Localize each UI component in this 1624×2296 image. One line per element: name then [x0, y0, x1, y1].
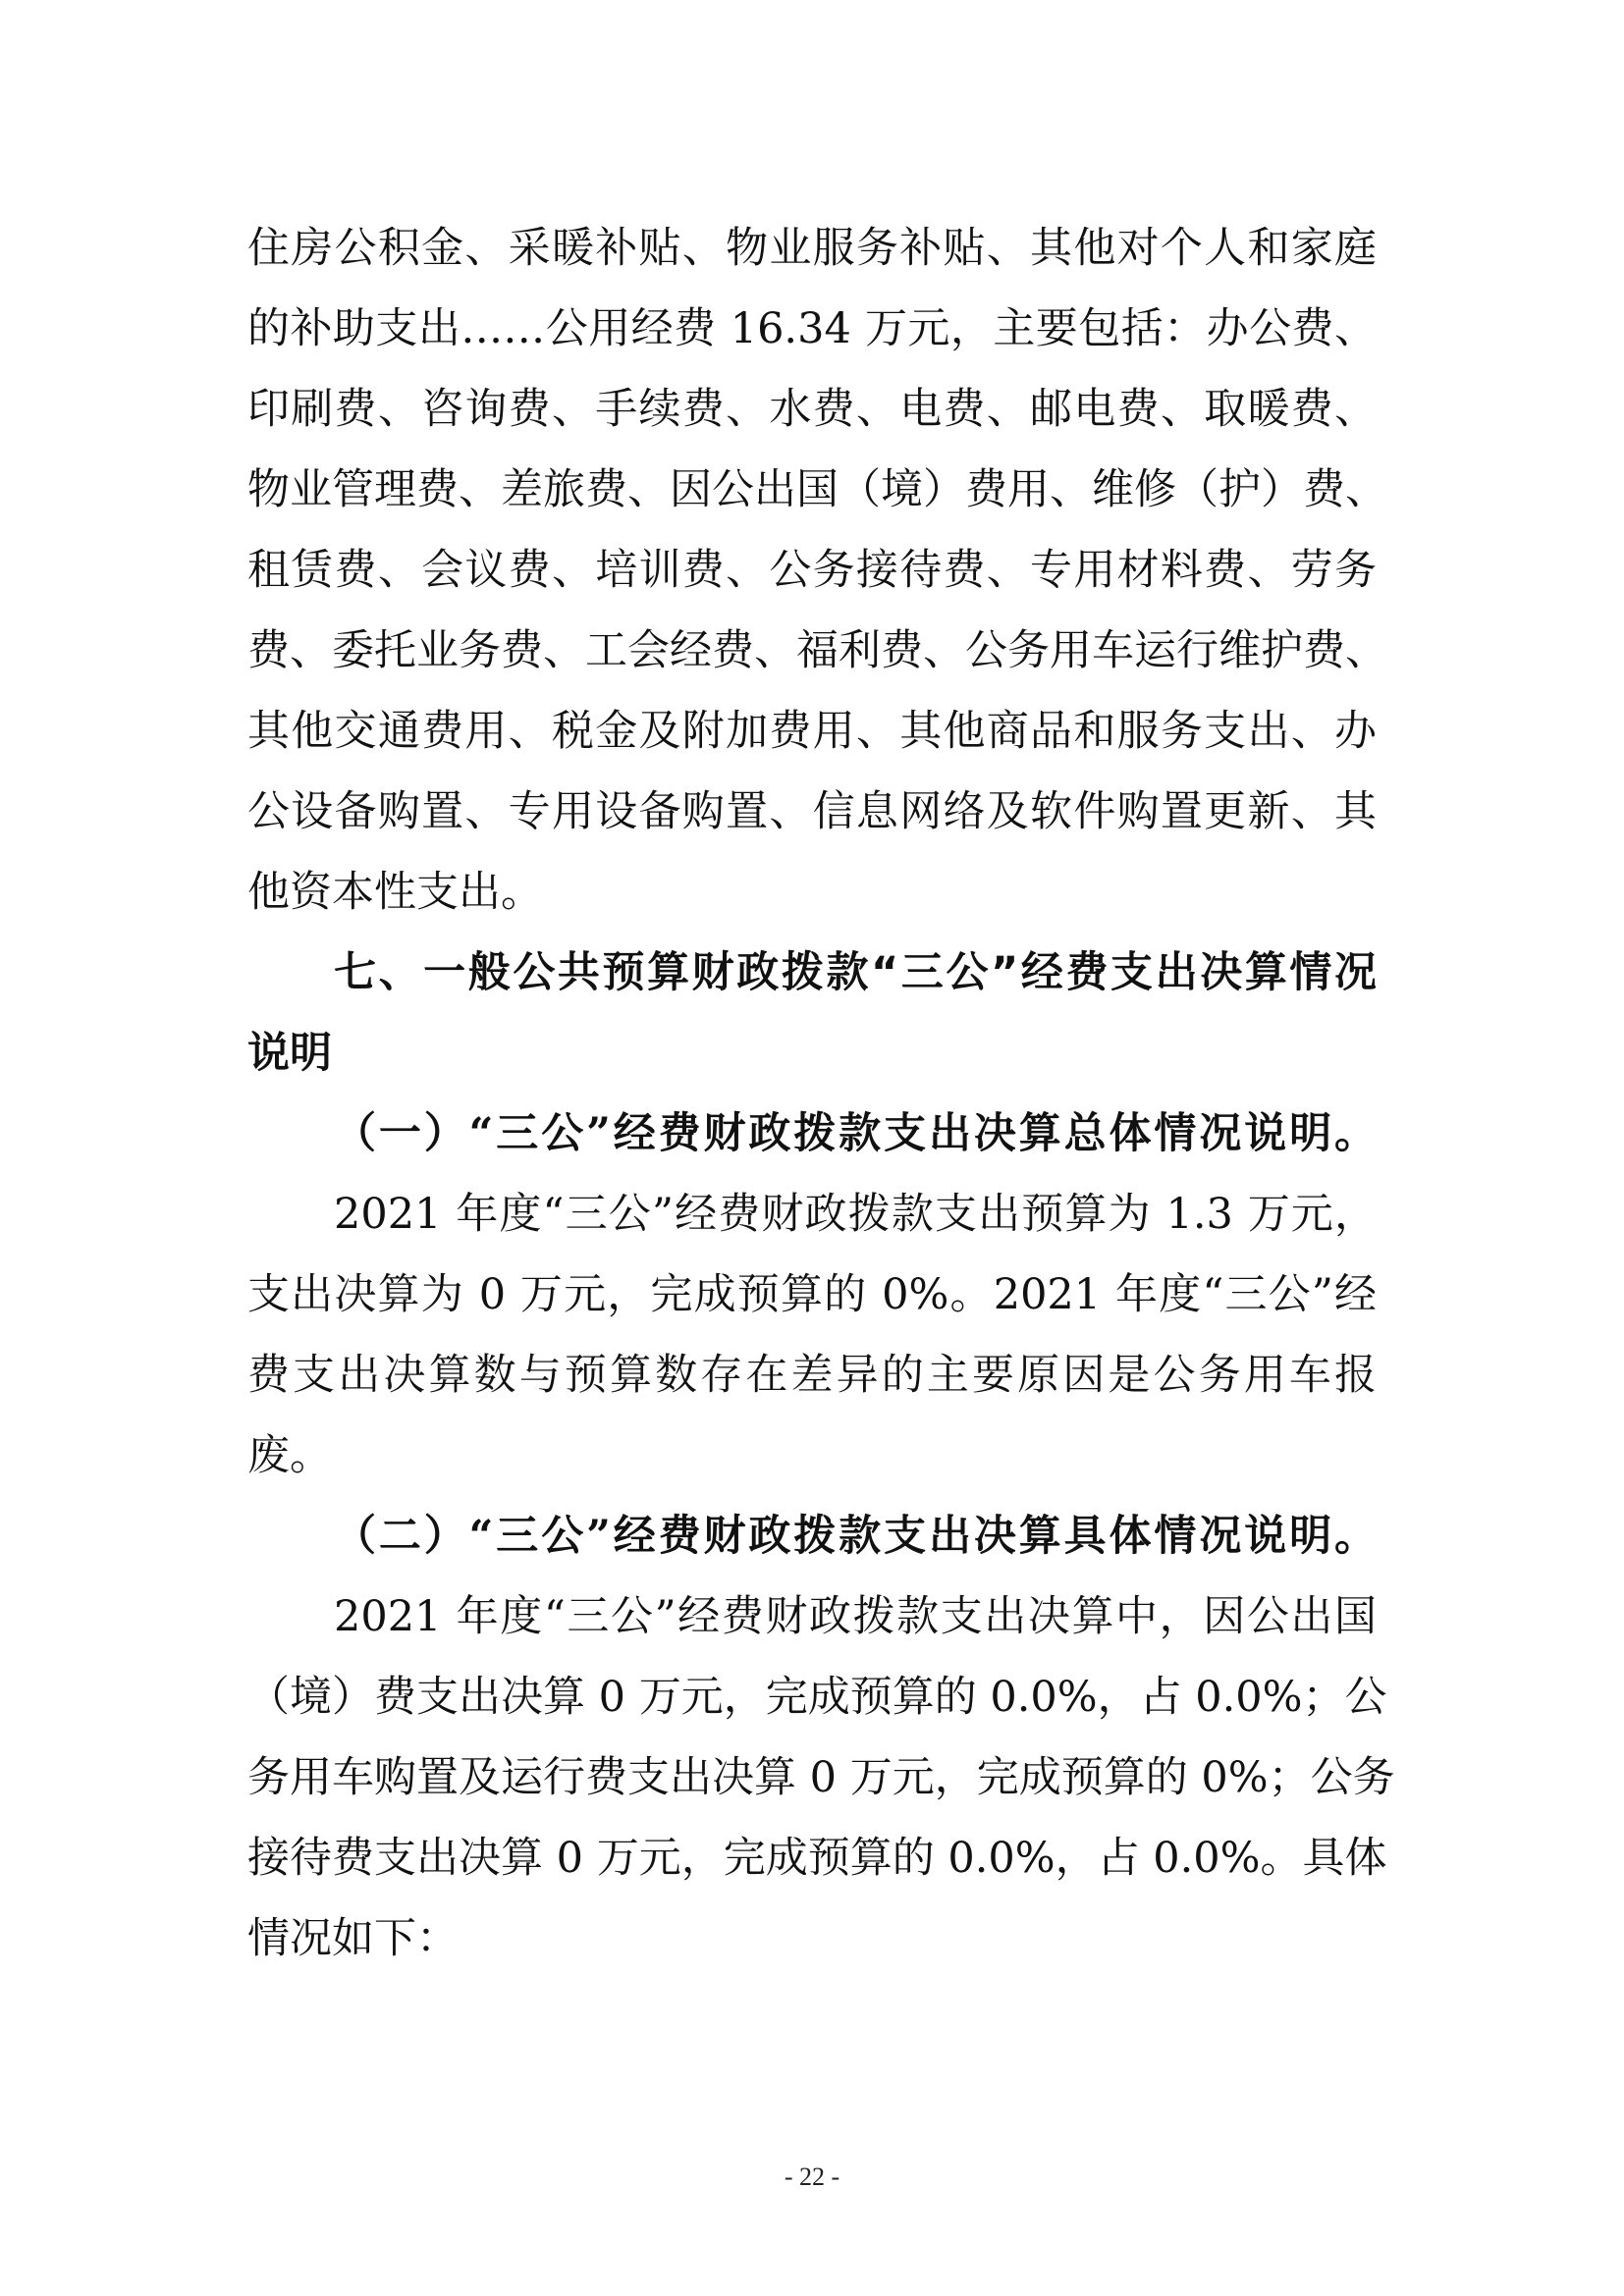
subsection-overall — [247, 1094, 1377, 1496]
text-line: （境）费支出决算 0 万元，完成预算的 0.0%，占 0.0%；公 — [247, 1673, 1387, 1722]
text-line: 务用车购置及运行费支出决算 0 万元，完成预算的 0%；公务 — [247, 1753, 1395, 1802]
page-content — [247, 208, 1395, 1979]
text-line: 物业管理费、差旅费、因公出国（境）费用、维修（护）费、 — [247, 465, 1387, 514]
text-line: 2021 年度“三公”经费财政拨款支出预算为 1.3 万元， — [334, 1190, 1377, 1239]
subsection-title: （一）“三公”经费财政拨款支出决算总体情况说明。 — [334, 1109, 1377, 1158]
section-heading-line: 说明 — [247, 1029, 332, 1078]
subsection-title: （二）“三公”经费财政拨款支出决算具体情况说明。 — [334, 1512, 1377, 1561]
text-line: 2021 年度“三公”经费财政拨款支出决算中，因公出国 — [334, 1592, 1377, 1641]
paragraph-public-expenses — [247, 208, 1387, 933]
text-line: 废。 — [247, 1431, 332, 1480]
text-line: 其他交通费用、税金及附加费用、其他商品和服务支出、办 — [247, 707, 1377, 756]
text-line: 印刷费、咨询费、手续费、水费、电费、邮电费、取暖费、 — [247, 385, 1377, 434]
text-line: 费支出决算数与预算数存在差异的主要原因是公务用车报 — [247, 1351, 1377, 1400]
text-line: 公设备购置、专用设备购置、信息网络及软件购置更新、其 — [247, 787, 1377, 836]
page-number: - 22 - — [784, 2163, 840, 2191]
text-line: 他资本性支出。 — [247, 868, 543, 917]
text-line: 费、委托业务费、工会经费、福利费、公务用车运行维护费、 — [247, 626, 1387, 675]
text-line: 支出决算为 0 万元，完成预算的 0%。2021 年度“三公”经 — [247, 1270, 1377, 1319]
text-line: 的补助支出……公用经费 16.34 万元，主要包括：办公费、 — [247, 304, 1377, 353]
text-line: 情况如下： — [247, 1914, 459, 1963]
subsection-specific — [247, 1496, 1395, 1979]
section-heading-line: 七、一般公共预算财政拨款“三公”经费支出决算情况 — [334, 948, 1377, 997]
text-line: 接待费支出决算 0 万元，完成预算的 0.0%，占 0.0%。具体 — [247, 1834, 1387, 1883]
text-line: 租赁费、会议费、培训费、公务接待费、专用材料费、劳务 — [247, 546, 1377, 595]
section-heading-seven — [247, 933, 1377, 1094]
text-line: 住房公积金、采暖补贴、物业服务补贴、其他对个人和家庭 — [247, 224, 1377, 273]
